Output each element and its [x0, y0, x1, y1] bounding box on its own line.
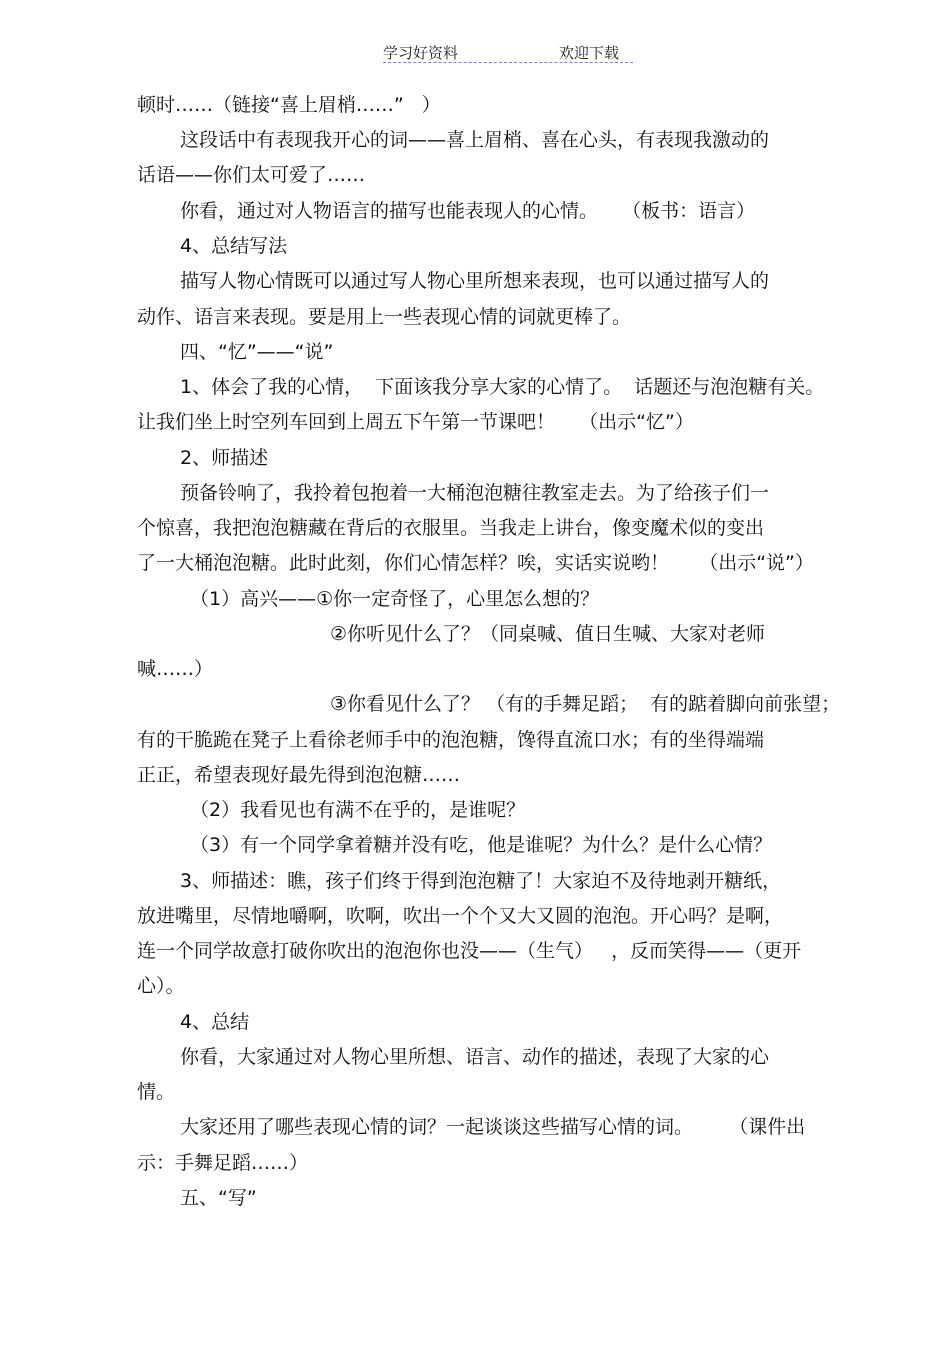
text-line: 预备铃响了，我拎着包抱着一大桶泡泡糖往教室走去。为了给孩子们一	[180, 482, 770, 504]
text-line: 示：手舞足蹈……）	[137, 1152, 309, 1174]
text-line: 四、“忆”——“说”	[180, 341, 334, 363]
text-line: 放进嘴里，尽情地嚼啊，吹啊，吹出一个个又大又圆的泡泡。开心吗？是啊，	[137, 905, 784, 927]
text-line: 1、体会了我的心情， 下面该我分享大家的心情了。 话题还与泡泡糖有关。	[180, 376, 825, 398]
text-line: 你看，大家通过对人物心里所想、语言、动作的描述，表现了大家的心	[180, 1046, 770, 1068]
text-line: 喊……）	[137, 658, 214, 680]
text-line: 话语——你们太可爱了……	[137, 164, 366, 186]
text-line: 了一大桶泡泡糖。此时此刻，你们心情怎样？唉，实话实说哟！ （出示“说”）	[137, 552, 814, 574]
text-line: 大家还用了哪些表现心情的词？一起谈谈这些描写心情的词。 （课件出	[180, 1116, 806, 1138]
text-line: （3）有一个同学拿着糖并没有吃，他是谁呢？为什么？是什么心情？	[190, 834, 773, 856]
text-line: 动作、语言来表现。要是用上一些表现心情的词就更棒了。	[137, 306, 632, 328]
text-line: 五、“写”	[180, 1187, 257, 1209]
text-line: 2、师描述	[180, 447, 269, 469]
text-line: （1）高兴——①你一定奇怪了，心里怎么想的？	[190, 588, 600, 610]
text-line: 正正，希望表现好最先得到泡泡糖……	[137, 764, 461, 786]
text-line: 让我们坐上时空列车回到上周五下午第一节课吧！ （出示“忆”）	[137, 411, 694, 433]
text-line: （2）我看见也有满不在乎的，是谁呢？	[190, 799, 526, 821]
header-right-text: 欢迎下载	[559, 44, 620, 62]
text-line: 顿时……（链接“喜上眉梢……” ）	[137, 94, 441, 116]
text-line: 3、师描述：瞧，孩子们终于得到泡泡糖了！大家迫不及待地剥开糖纸，	[180, 870, 782, 892]
text-line: ②你听见什么了？（同桌喊、值日生喊、大家对老师	[330, 623, 766, 645]
header-rule	[383, 62, 633, 63]
text-line: 有的干脆跪在凳子上看徐老师手中的泡泡糖，馋得直流口水；有的坐得端端	[137, 729, 765, 751]
text-line: 情。	[137, 1081, 176, 1103]
text-line: 心）。	[137, 975, 185, 997]
page-header	[383, 42, 633, 64]
text-line: 连一个同学故意打破你吹出的泡泡你也没——（生气） ，反而笑得——（更开	[137, 940, 802, 962]
text-line: 你看，通过对人物语言的描写也能表现人的心情。 （板书：语言）	[180, 200, 756, 222]
text-line: 4、总结	[180, 1011, 250, 1033]
text-line: 这段话中有表现我开心的词——喜上眉梢、喜在心头，有表现我激动的	[180, 129, 770, 151]
text-line: 个惊喜，我把泡泡糖藏在背后的衣服里。当我走上讲台，像变魔术似的变出	[137, 517, 765, 539]
header-left-text: 学习好资料	[383, 44, 459, 62]
text-line: 描写人物心情既可以通过写人物心里所想来表现，也可以通过描写人的	[180, 270, 770, 292]
text-line: ③你看见什么了？ （有的手舞足蹈； 有的踮着脚向前张望；	[330, 693, 841, 715]
text-line: 4、总结写法	[180, 235, 288, 257]
